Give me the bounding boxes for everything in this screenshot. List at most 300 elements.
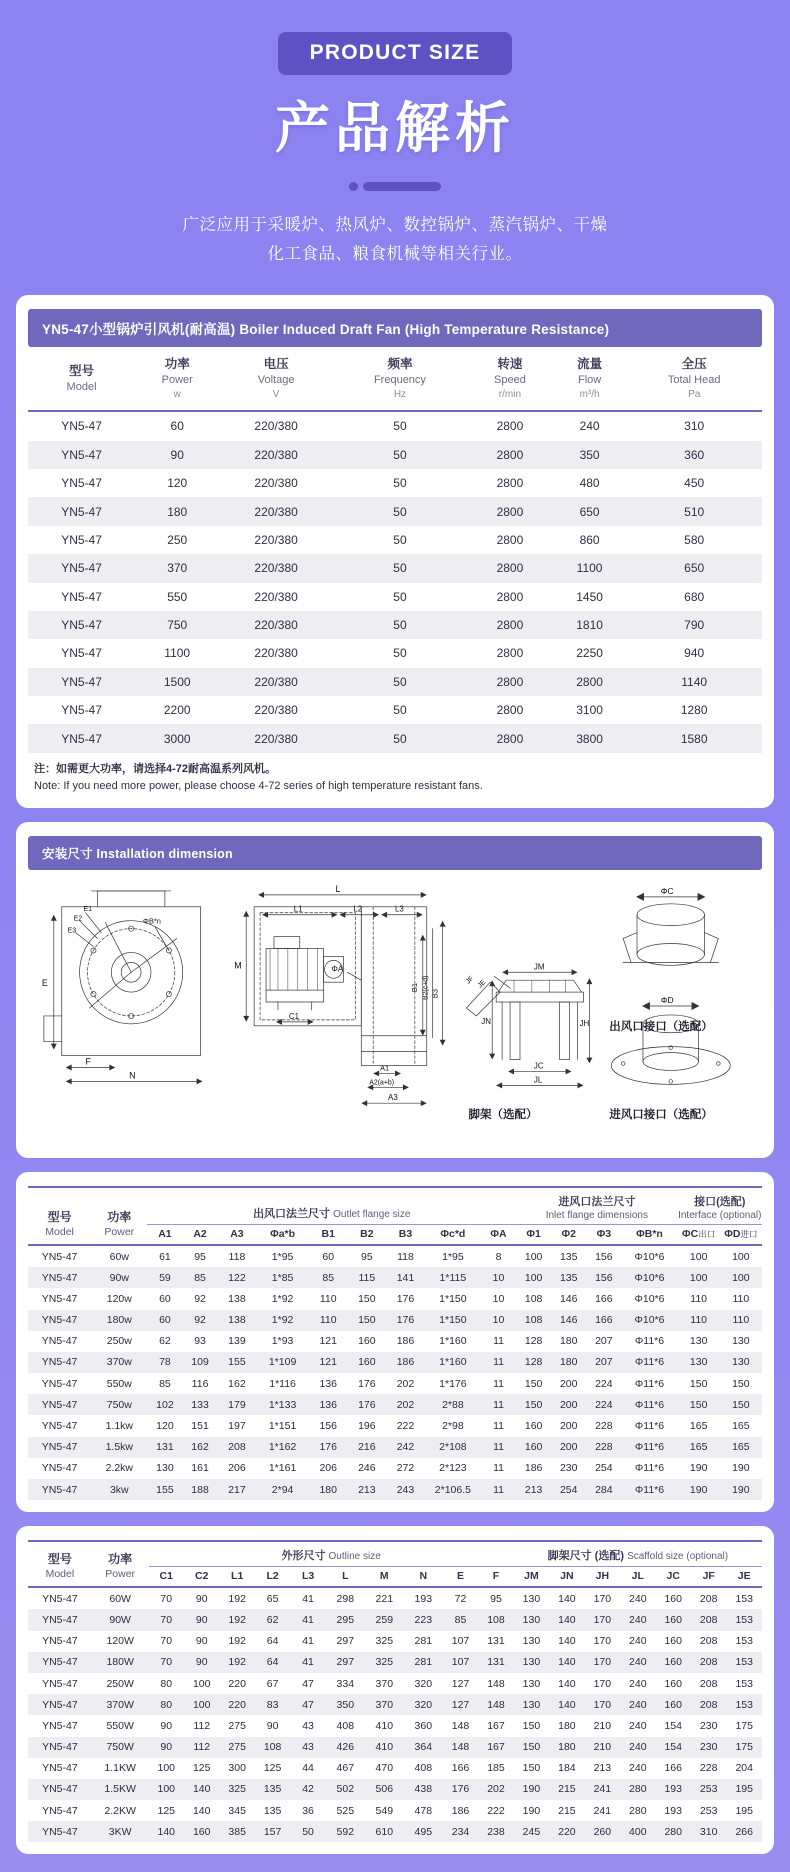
spec-col-flow-en: Flow bbox=[577, 373, 602, 386]
table-cell: 175 bbox=[735, 1719, 753, 1732]
table-row bbox=[28, 1288, 762, 1309]
spec-col-totalhead-cn: 全压 bbox=[681, 357, 707, 371]
table-cell: YN5-47 bbox=[61, 703, 102, 718]
table-cell: YN5-47 bbox=[61, 618, 102, 633]
table-row bbox=[28, 696, 762, 724]
table-cell: 135 bbox=[263, 1804, 282, 1817]
label-M: M bbox=[234, 960, 242, 971]
table-cell: 50 bbox=[302, 1825, 314, 1838]
table-cell: 150 bbox=[522, 1741, 541, 1754]
table-cell: 190 bbox=[522, 1804, 541, 1817]
table-cell: 135 bbox=[559, 1250, 578, 1263]
table-cell: 100 bbox=[732, 1250, 750, 1263]
table-row bbox=[28, 1758, 762, 1779]
table-cell: 90 bbox=[160, 1719, 173, 1732]
table-cell: 2800 bbox=[496, 618, 524, 633]
table-cell: 208 bbox=[699, 1677, 718, 1690]
table-cell: 195 bbox=[735, 1783, 753, 1796]
table-cell: 216 bbox=[358, 1441, 376, 1454]
spec-col-frequency-unit: Hz bbox=[393, 389, 407, 401]
flange-group-outlet bbox=[147, 1187, 516, 1225]
table-cell: 108 bbox=[524, 1292, 543, 1305]
table-cell: 281 bbox=[414, 1635, 433, 1648]
table-cell: YN5-47 bbox=[42, 1741, 78, 1754]
table-cell: 146 bbox=[559, 1292, 578, 1305]
table-cell: 43 bbox=[302, 1741, 314, 1754]
outline-group-outline-en: Outline size bbox=[328, 1551, 381, 1563]
table-cell: 467 bbox=[336, 1762, 355, 1775]
table-cell: 156 bbox=[319, 1420, 337, 1433]
table-row bbox=[28, 1652, 762, 1673]
table-cell: 59 bbox=[159, 1271, 171, 1284]
table-cell: 112 bbox=[193, 1719, 211, 1732]
table-cell: 64 bbox=[266, 1635, 279, 1648]
table-cell: 140 bbox=[558, 1635, 576, 1648]
outline-group-scaffold bbox=[514, 1541, 762, 1567]
table-cell: 192 bbox=[228, 1592, 246, 1605]
label-phiA: ΦA bbox=[331, 964, 344, 974]
table-cell: 240 bbox=[629, 1635, 647, 1648]
table-cell: 190 bbox=[689, 1462, 708, 1475]
table-cell: 940 bbox=[684, 646, 705, 661]
table-cell: 241 bbox=[593, 1783, 612, 1796]
table-cell: 120W bbox=[106, 1635, 134, 1648]
table-cell: 2800 bbox=[496, 731, 524, 746]
table-cell: 1*151 bbox=[268, 1420, 297, 1433]
subheader-JL: JL bbox=[631, 1570, 644, 1583]
table-cell: 186 bbox=[396, 1356, 415, 1369]
spec-col-power bbox=[135, 349, 219, 411]
table-cell: 136 bbox=[319, 1377, 337, 1390]
table-cell: 148 bbox=[451, 1719, 470, 1732]
table-cell: 50 bbox=[393, 674, 407, 689]
table-cell: 180W bbox=[106, 1656, 134, 1669]
table-cell: Φ11*6 bbox=[634, 1335, 665, 1348]
table-cell: 202 bbox=[396, 1377, 415, 1390]
table-cell: 217 bbox=[228, 1483, 246, 1496]
table-cell: YN5-47 bbox=[61, 419, 102, 434]
table-cell: YN5-47 bbox=[41, 1420, 78, 1433]
table-cell: 109 bbox=[191, 1356, 209, 1369]
table-cell: 61 bbox=[159, 1250, 171, 1263]
label-B2: B2(c+d) bbox=[422, 975, 430, 1000]
table-cell: 3KW bbox=[108, 1825, 132, 1838]
table-cell: 220/380 bbox=[254, 646, 298, 661]
table-cell: YN5-47 bbox=[61, 561, 102, 576]
table-cell: YN5-47 bbox=[42, 1698, 78, 1711]
table-cell: YN5-47 bbox=[61, 589, 102, 604]
table-cell: 11 bbox=[493, 1398, 504, 1411]
table-cell: 370 bbox=[167, 561, 188, 576]
hero-subtitle-line-2: 化工食品、粮食机械等相关行业。 bbox=[267, 245, 523, 264]
table-cell: 1*115 bbox=[439, 1271, 467, 1284]
label-E1: E1 bbox=[83, 905, 93, 913]
table-cell: 92 bbox=[194, 1314, 206, 1327]
table-cell: 1*176 bbox=[439, 1377, 467, 1390]
table-cell: 284 bbox=[595, 1483, 613, 1496]
table-cell: 150 bbox=[358, 1314, 376, 1327]
table-cell: 160 bbox=[358, 1335, 376, 1348]
subheader-Φ1: Φ1 bbox=[526, 1227, 541, 1240]
table-cell: 127 bbox=[451, 1698, 470, 1711]
table-cell: 122 bbox=[228, 1271, 246, 1284]
table-cell: 192 bbox=[228, 1613, 246, 1626]
table-cell: 295 bbox=[336, 1613, 355, 1626]
table-cell: 170 bbox=[593, 1698, 612, 1711]
table-cell: 1*162 bbox=[268, 1441, 297, 1454]
table-cell: 2800 bbox=[496, 589, 524, 604]
label-A1: A1 bbox=[380, 1063, 390, 1073]
table-cell: 170 bbox=[593, 1592, 612, 1605]
table-cell: 165 bbox=[689, 1420, 708, 1433]
spec-table-header-row bbox=[28, 349, 762, 411]
table-cell: 150 bbox=[522, 1762, 541, 1775]
subheader-M: M bbox=[379, 1570, 389, 1583]
table-cell: 60 bbox=[170, 419, 184, 434]
table-cell: 60 bbox=[159, 1292, 171, 1305]
table-cell: 160 bbox=[192, 1825, 211, 1838]
table-cell: 141 bbox=[396, 1271, 415, 1284]
caption-outlet-connector: 出风口接口（选配） bbox=[609, 1020, 713, 1033]
table-cell: 8 bbox=[495, 1250, 502, 1263]
subheader-ΦB*n: ΦB*n bbox=[636, 1227, 663, 1240]
table-row bbox=[28, 724, 762, 752]
table-cell: 155 bbox=[156, 1483, 174, 1496]
spec-col-power-en: Power bbox=[161, 373, 193, 386]
table-cell: 130 bbox=[156, 1462, 174, 1475]
table-cell: 220/380 bbox=[254, 561, 298, 576]
table-cell: 11 bbox=[493, 1483, 504, 1496]
table-cell: 190 bbox=[689, 1483, 708, 1496]
table-cell: 220/380 bbox=[254, 589, 298, 604]
label-E: E bbox=[41, 978, 48, 989]
subheader-ΦA: ΦA bbox=[490, 1227, 507, 1240]
table-cell: 426 bbox=[336, 1741, 355, 1754]
table-cell: 2800 bbox=[496, 646, 524, 661]
table-cell: 208 bbox=[699, 1635, 718, 1648]
spec-table-panel bbox=[16, 295, 774, 808]
table-row bbox=[28, 1800, 762, 1821]
table-cell: 118 bbox=[228, 1250, 246, 1263]
table-row bbox=[28, 1245, 762, 1267]
table-cell: YN5-47 bbox=[42, 1719, 78, 1732]
table-cell: 350 bbox=[579, 447, 600, 462]
table-cell: 230 bbox=[559, 1462, 578, 1475]
table-cell: 130 bbox=[732, 1356, 750, 1369]
table-row bbox=[28, 1479, 762, 1500]
table-cell: 240 bbox=[629, 1613, 647, 1626]
table-cell: 370W bbox=[106, 1698, 134, 1711]
table-row bbox=[28, 611, 762, 639]
table-cell: 41 bbox=[302, 1635, 314, 1648]
table-cell: 180 bbox=[558, 1719, 576, 1732]
table-cell: 10 bbox=[492, 1314, 505, 1327]
table-cell: 1500 bbox=[163, 674, 191, 689]
fan-technical-drawing bbox=[28, 876, 762, 1134]
table-cell: 193 bbox=[414, 1592, 433, 1605]
table-cell: 120 bbox=[156, 1420, 174, 1433]
table-cell: 156 bbox=[595, 1271, 613, 1284]
installation-diagram-panel bbox=[16, 822, 774, 1158]
table-cell: 130 bbox=[522, 1677, 541, 1690]
spec-col-model bbox=[28, 349, 135, 411]
label-L: L bbox=[335, 883, 341, 894]
table-cell: 140 bbox=[558, 1677, 576, 1690]
table-cell: 750w bbox=[106, 1398, 132, 1411]
table-cell: 112 bbox=[193, 1741, 211, 1754]
spec-table bbox=[28, 349, 762, 753]
flange-table-panel bbox=[16, 1172, 774, 1512]
table-cell: YN5-47 bbox=[41, 1441, 78, 1454]
table-cell: 110 bbox=[732, 1292, 750, 1305]
label-phiBn: ΦB*n bbox=[143, 916, 161, 926]
table-cell: 190 bbox=[522, 1783, 541, 1796]
table-cell: 2800 bbox=[496, 504, 524, 519]
table-cell: 680 bbox=[684, 589, 705, 604]
table-cell: 254 bbox=[595, 1462, 613, 1475]
label-E2: E2 bbox=[73, 915, 83, 923]
subheader-B3: B3 bbox=[398, 1227, 413, 1240]
table-cell: 1.1kw bbox=[105, 1420, 134, 1433]
table-cell: 1*160 bbox=[439, 1335, 467, 1348]
table-cell: 100 bbox=[524, 1271, 543, 1284]
table-cell: YN5-47 bbox=[41, 1314, 78, 1327]
page-title: 产品解析 bbox=[274, 97, 515, 159]
table-cell: 243 bbox=[396, 1483, 415, 1496]
table-row bbox=[28, 554, 762, 582]
table-cell: 242 bbox=[396, 1441, 415, 1454]
table-cell: 502 bbox=[336, 1783, 355, 1796]
label-phiC: ΦC bbox=[660, 885, 674, 896]
table-cell: 196 bbox=[358, 1420, 376, 1433]
table-cell: 298 bbox=[336, 1592, 355, 1605]
table-cell: 470 bbox=[375, 1762, 394, 1775]
outline-col-model bbox=[28, 1541, 92, 1587]
table-cell: 80 bbox=[160, 1677, 173, 1690]
table-cell: YN5-47 bbox=[42, 1592, 78, 1605]
table-cell: 115 bbox=[358, 1271, 376, 1284]
table-cell: 1*92 bbox=[271, 1292, 294, 1305]
table-cell: 154 bbox=[664, 1741, 682, 1754]
table-cell: 100 bbox=[192, 1677, 211, 1690]
table-cell: 85 bbox=[454, 1613, 467, 1626]
subheader-A2: A2 bbox=[193, 1227, 207, 1240]
spec-note-cn: 注：如需更大功率，请选择4-72耐高温系列风机。 bbox=[34, 762, 277, 775]
table-cell: 153 bbox=[735, 1592, 753, 1605]
table-cell: 200 bbox=[559, 1420, 578, 1433]
table-cell: 150 bbox=[732, 1398, 750, 1411]
spec-col-speed bbox=[467, 349, 553, 411]
table-cell: 1100 bbox=[164, 646, 191, 661]
table-cell: 2.2KW bbox=[104, 1804, 136, 1817]
table-cell: 62 bbox=[266, 1613, 279, 1626]
table-cell: 100 bbox=[157, 1762, 176, 1775]
caption-inlet-connector: 进风口接口（选配） bbox=[609, 1108, 713, 1121]
outline-table-body bbox=[28, 1587, 762, 1842]
subheader-E: E bbox=[457, 1570, 465, 1583]
outline-group-outline-cn: 外形尺寸 bbox=[281, 1550, 326, 1563]
table-cell: 650 bbox=[579, 504, 600, 519]
table-cell: YN5-47 bbox=[61, 731, 102, 746]
table-cell: 108 bbox=[524, 1314, 543, 1327]
table-cell: 230 bbox=[699, 1719, 718, 1732]
table-cell: 213 bbox=[593, 1762, 612, 1775]
table-cell: 110 bbox=[319, 1292, 337, 1305]
table-cell: 170 bbox=[593, 1613, 612, 1626]
table-cell: 146 bbox=[559, 1314, 578, 1327]
installation-diagram-wrap bbox=[28, 870, 762, 1146]
spec-col-frequency-en: Frequency bbox=[373, 373, 426, 386]
table-cell: 400 bbox=[629, 1825, 647, 1838]
subheader-ΦD进口: ΦD进口 bbox=[724, 1227, 758, 1240]
table-cell: 220 bbox=[228, 1677, 246, 1690]
table-cell: YN5-47 bbox=[41, 1356, 78, 1369]
table-cell: Φ11*6 bbox=[634, 1398, 665, 1411]
table-cell: 130 bbox=[689, 1356, 708, 1369]
table-cell: 11 bbox=[493, 1441, 504, 1454]
table-cell: 179 bbox=[228, 1398, 246, 1411]
table-cell: 370w bbox=[106, 1356, 132, 1369]
table-cell: 138 bbox=[228, 1314, 246, 1327]
table-cell: 127 bbox=[451, 1677, 470, 1690]
table-cell: 160 bbox=[524, 1420, 543, 1433]
table-cell: 1*109 bbox=[268, 1356, 297, 1369]
table-cell: 224 bbox=[595, 1377, 613, 1390]
table-cell: 176 bbox=[319, 1441, 337, 1454]
table-cell: 186 bbox=[396, 1335, 415, 1348]
table-cell: 90w bbox=[109, 1271, 129, 1284]
outline-group-scaffold-cn: 脚架尺寸 (选配) bbox=[547, 1550, 625, 1563]
table-cell: 220/380 bbox=[254, 504, 298, 519]
table-cell: 140 bbox=[192, 1804, 211, 1817]
table-cell: 213 bbox=[524, 1483, 543, 1496]
table-cell: 2800 bbox=[576, 674, 603, 689]
table-row bbox=[28, 1415, 762, 1436]
table-cell: 176 bbox=[396, 1314, 415, 1327]
table-cell: 2200 bbox=[163, 703, 191, 718]
subheader-JH: JH bbox=[595, 1570, 610, 1583]
table-cell: YN5-47 bbox=[61, 504, 102, 519]
table-cell: 2*94 bbox=[271, 1483, 294, 1496]
table-cell: 253 bbox=[699, 1783, 718, 1796]
table-cell: 60 bbox=[322, 1250, 335, 1263]
table-cell: 208 bbox=[228, 1441, 246, 1454]
table-cell: 790 bbox=[684, 618, 705, 633]
table-cell: 128 bbox=[524, 1356, 543, 1369]
table-cell: 1450 bbox=[576, 589, 603, 604]
spec-table-note bbox=[28, 761, 762, 796]
table-cell: 50 bbox=[393, 703, 407, 718]
table-cell: 85 bbox=[159, 1377, 171, 1390]
table-cell: 478 bbox=[414, 1804, 433, 1817]
table-row bbox=[28, 469, 762, 497]
table-cell: 220/380 bbox=[254, 674, 298, 689]
table-cell: 138 bbox=[228, 1292, 246, 1305]
table-cell: 150 bbox=[358, 1292, 376, 1305]
flange-group-row bbox=[28, 1187, 762, 1225]
table-cell: 165 bbox=[732, 1441, 750, 1454]
table-cell: 139 bbox=[228, 1335, 246, 1348]
table-cell: 240 bbox=[629, 1677, 647, 1690]
table-cell: 186 bbox=[524, 1462, 543, 1475]
table-cell: 130 bbox=[522, 1635, 541, 1648]
table-cell: 121 bbox=[319, 1356, 337, 1369]
spec-col-speed-cn: 转速 bbox=[497, 357, 523, 371]
table-cell: 150 bbox=[522, 1719, 541, 1732]
table-cell: 11 bbox=[493, 1462, 504, 1475]
table-cell: 90 bbox=[170, 447, 184, 462]
table-cell: 310 bbox=[699, 1825, 718, 1838]
table-cell: Φ10*6 bbox=[634, 1250, 665, 1263]
table-cell: 525 bbox=[336, 1804, 355, 1817]
table-row bbox=[28, 1609, 762, 1630]
table-row bbox=[28, 1394, 762, 1415]
table-cell: 220/380 bbox=[254, 419, 298, 434]
table-cell: 150 bbox=[524, 1398, 543, 1411]
table-cell: 1100 bbox=[576, 561, 603, 576]
table-cell: 245 bbox=[522, 1825, 541, 1838]
table-cell: YN5-47 bbox=[61, 646, 102, 661]
table-cell: 2800 bbox=[496, 674, 524, 689]
table-cell: 110 bbox=[319, 1314, 337, 1327]
table-cell: 180w bbox=[106, 1314, 132, 1327]
subheader-C1: C1 bbox=[159, 1570, 173, 1583]
table-cell: 50 bbox=[393, 646, 407, 661]
table-cell: 154 bbox=[664, 1719, 682, 1732]
spec-col-speed-en: Speed bbox=[494, 373, 526, 386]
table-cell: 153 bbox=[735, 1698, 753, 1711]
table-cell: 1140 bbox=[681, 674, 708, 689]
subheader-L1: L1 bbox=[231, 1570, 244, 1583]
table-cell: 130 bbox=[522, 1656, 541, 1669]
table-row bbox=[28, 1373, 762, 1394]
table-row bbox=[28, 526, 762, 554]
table-cell: 272 bbox=[396, 1462, 415, 1475]
table-cell: 70 bbox=[160, 1635, 173, 1648]
table-cell: 360 bbox=[684, 447, 705, 462]
table-cell: 240 bbox=[629, 1741, 647, 1754]
label-JN: JN bbox=[481, 1016, 491, 1026]
table-cell: 1*133 bbox=[268, 1398, 297, 1411]
table-cell: 50 bbox=[393, 731, 407, 746]
table-cell: 325 bbox=[375, 1635, 394, 1648]
table-cell: 1*150 bbox=[439, 1292, 467, 1305]
spec-col-totalhead-unit: Pa bbox=[688, 389, 701, 401]
table-cell: 50 bbox=[393, 589, 407, 604]
table-cell: 11 bbox=[493, 1356, 504, 1369]
table-cell: 120w bbox=[106, 1292, 132, 1305]
table-cell: 50 bbox=[393, 618, 407, 633]
table-cell: 50 bbox=[393, 532, 407, 547]
table-cell: 221 bbox=[375, 1592, 394, 1605]
table-cell: Φ10*6 bbox=[634, 1292, 665, 1305]
table-cell: 157 bbox=[263, 1825, 282, 1838]
table-cell: YN5-47 bbox=[42, 1613, 78, 1626]
outline-group-scaffold-en: Scaffold size (optional) bbox=[627, 1551, 729, 1563]
table-cell: 166 bbox=[595, 1314, 613, 1327]
table-row bbox=[28, 497, 762, 525]
table-cell: YN5-47 bbox=[42, 1677, 78, 1690]
table-cell: 190 bbox=[732, 1462, 750, 1475]
table-cell: 345 bbox=[228, 1804, 246, 1817]
table-cell: 250W bbox=[106, 1677, 134, 1690]
table-cell: 213 bbox=[358, 1483, 376, 1496]
table-cell: 223 bbox=[414, 1613, 433, 1626]
table-cell: Φ11*6 bbox=[634, 1441, 665, 1454]
table-cell: 3100 bbox=[576, 703, 603, 718]
table-cell: 240 bbox=[629, 1592, 647, 1605]
table-cell: 580 bbox=[684, 532, 705, 547]
